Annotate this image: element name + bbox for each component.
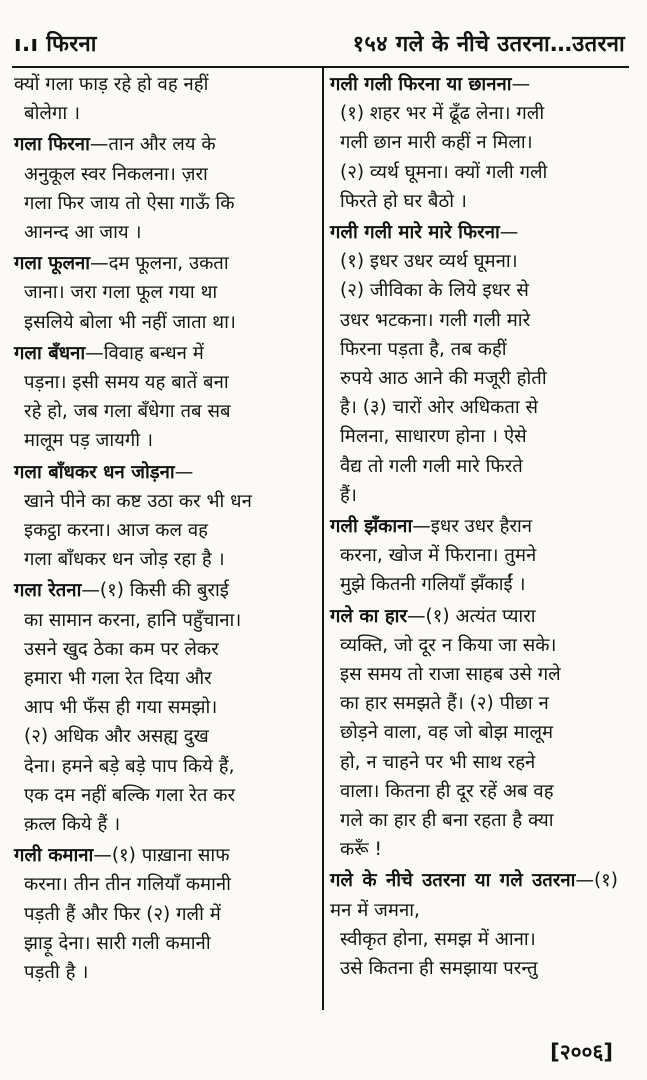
- dictionary-entry: [14, 70, 312, 128]
- entry-line: [330, 99, 618, 128]
- entry-headword: गला फूलना: [14, 253, 91, 275]
- entry-line: [330, 187, 618, 216]
- entry-line: [14, 810, 312, 839]
- header-rule: [12, 66, 629, 68]
- dictionary-entry: [14, 249, 312, 337]
- dictionary-entry: [14, 339, 312, 456]
- entry-line: [14, 487, 312, 516]
- dictionary-entry: [330, 218, 618, 510]
- entry-line: [330, 70, 618, 99]
- entry-text: इकट्ठा करना। आज कल वह: [24, 520, 208, 542]
- entry-line: [330, 218, 618, 247]
- entry-text: —: [174, 461, 194, 483]
- entry-text: गला फिर जाय तो ऐसा गाऊँ कि: [24, 192, 235, 214]
- entry-text: आप भी फँस ही गया समझो।: [24, 697, 218, 719]
- entry-text: इसलिये बोला भी नहीं जाता था।: [24, 311, 236, 333]
- entry-text: (२) व्यर्थ घूमना। क्यों गली गली: [340, 161, 548, 183]
- dictionary-entry: [14, 576, 312, 839]
- entry-line: [330, 570, 618, 599]
- entry-line: [330, 512, 618, 541]
- entry-line: [14, 339, 312, 368]
- entry-text: बोलेगा ।: [24, 103, 80, 125]
- entry-line: [330, 393, 618, 422]
- entry-text: गली छान मारी कहीं न मिला।: [340, 132, 533, 154]
- entry-text: क्यों गला फाड़ रहे हो वह नहीं: [14, 74, 209, 95]
- entry-line: [330, 128, 618, 157]
- entry-line: [330, 835, 618, 864]
- entry-line: [330, 748, 618, 777]
- entry-text: का हार समझते हैं। (२) पीछा न: [340, 693, 549, 715]
- entry-line: [330, 481, 618, 510]
- entry-line: [14, 397, 312, 426]
- entry-text: गला बाँधकर धन जोड़ रहा है ।: [24, 549, 225, 571]
- entry-text: एक दम नहीं बल्कि गला रेत कर: [24, 784, 236, 806]
- entry-line: [14, 693, 312, 722]
- entry-line: [14, 929, 312, 958]
- entry-text: उसे कितना ही समझाया परन्तु: [340, 958, 538, 980]
- entry-headword: गली कमाना: [14, 845, 94, 867]
- dictionary-entry: [330, 602, 618, 865]
- entry-text: मुझे कितनी गलियाँ झँकाईं ।: [340, 574, 526, 596]
- entry-line: [330, 954, 618, 983]
- entry-text: —विवाह बन्धन में: [85, 342, 204, 364]
- entry-line: [330, 689, 618, 718]
- entry-text: मालूम पड़ जायगी ।: [24, 430, 153, 452]
- entry-line: [330, 422, 618, 451]
- entry-line: [14, 189, 312, 218]
- entry-text: जाना। जरा गला फूल गया था: [24, 282, 218, 304]
- entry-text: व्यक्ति, जो दूर न किया जा सके।: [340, 634, 557, 656]
- entry-line: [14, 900, 312, 929]
- entry-line: [14, 545, 312, 574]
- entry-line: [330, 541, 618, 570]
- entry-text: —(१) अत्यंत प्यारा: [407, 605, 536, 627]
- entry-headword: गला बँधना: [14, 342, 86, 364]
- entry-text: —(१) किसी की बुराई: [81, 580, 229, 602]
- entry-line: [14, 958, 312, 987]
- entry-line: [330, 158, 618, 187]
- entry-text: —इधर उधर हैरान: [412, 516, 533, 538]
- entry-text: करूँ !: [340, 839, 382, 861]
- entry-line: [14, 368, 312, 397]
- entry-text: खाने पीने का कष्ट उठा कर भी धन: [24, 490, 252, 512]
- entry-text: हैं।: [340, 484, 357, 506]
- entry-text: क़त्ल किये हैं ।: [24, 814, 121, 836]
- entry-text: झाड़ू देना। सारी गली कमानी: [24, 932, 211, 954]
- entry-text: आनन्द आ जाय ।: [24, 222, 142, 244]
- entry-line: [14, 664, 312, 693]
- entry-text: फिरना पड़ता है, तब कहीं: [340, 338, 507, 360]
- entry-headword: गली गली फिरना या छानना: [330, 74, 512, 95]
- entry-line: [14, 99, 312, 128]
- column-divider: [322, 68, 324, 1010]
- entry-text: —: [499, 222, 519, 244]
- entry-line: [330, 276, 618, 305]
- entry-text: मिलना, साधारण होना । ऐसे: [340, 426, 527, 448]
- entry-line: [14, 841, 312, 870]
- entry-line: [14, 426, 312, 455]
- entry-line: [330, 631, 618, 660]
- entry-text: अनुकूल स्वर निकलना। ज़रा: [24, 163, 208, 185]
- entry-line: [14, 308, 312, 337]
- entry-text: —(१) मन में जमना,: [330, 870, 618, 921]
- entry-headword: गली झँकाना: [330, 516, 413, 538]
- entry-text: —दम फूलना, उकता: [90, 253, 229, 275]
- entry-text: पड़ती है ।: [24, 962, 89, 984]
- entry-line: [330, 718, 618, 747]
- page-header: [14, 26, 625, 60]
- entry-line: [330, 866, 618, 924]
- entry-text: छोड़ने वाला, वह जो बोझ मालूम: [340, 722, 554, 744]
- entry-line: [14, 130, 312, 159]
- entry-line: [14, 218, 312, 247]
- entry-line: [14, 576, 312, 605]
- entry-text: करना। तीन तीन गलियाँ कमानी: [24, 874, 231, 896]
- entry-text: फिरते हो घर बैठो ।: [340, 190, 467, 212]
- entry-text: स्वीकृत होना, समझ में आना।: [340, 928, 536, 950]
- entry-line: [14, 458, 312, 487]
- entry-text: का सामान करना, हानि पहुँचाना।: [24, 609, 242, 631]
- entry-line: [14, 606, 312, 635]
- dictionary-entry: [14, 841, 312, 987]
- entry-line: [14, 781, 312, 810]
- entry-text: रुपये आठ आने की मजूरी होती: [340, 368, 547, 390]
- entry-text: गले का हार ही बना रहता है क्या: [340, 810, 554, 832]
- entry-headword: गला रेतना: [14, 580, 82, 602]
- entry-text: (१) इधर उधर व्यर्थ घूमना।: [340, 251, 518, 273]
- dictionary-entry: [330, 70, 618, 216]
- entry-line: [14, 722, 312, 751]
- entry-text: करना, खोज में फिराना। तुमने: [340, 545, 537, 567]
- entry-text: (१) शहर भर में ढूँढ लेना। गली: [340, 103, 545, 125]
- page-number: [२००६]: [550, 1040, 613, 1064]
- entry-text: पड़ना। इसी समय यह बातें बना: [24, 372, 229, 394]
- right-column: [330, 70, 618, 985]
- entry-line: [330, 306, 618, 335]
- entry-line: [14, 635, 312, 664]
- entry-headword: गले का हार: [330, 605, 408, 627]
- entry-text: इस समय तो राजा साहब उसे गले: [340, 664, 561, 686]
- entry-line: [330, 247, 618, 276]
- dictionary-entry: [330, 866, 618, 983]
- dictionary-entry: [14, 130, 312, 247]
- entry-headword: गला बाँधकर धन जोड़ना: [14, 461, 175, 483]
- entry-text: उसने खुद ठेका कम पर लेकर: [24, 638, 219, 660]
- entry-line: [330, 602, 618, 631]
- entry-line: [330, 925, 618, 954]
- entry-line: [330, 452, 618, 481]
- entry-line: [330, 660, 618, 689]
- entry-text: है। (३) चारों ओर अधिकता से: [340, 397, 539, 419]
- entry-line: [330, 777, 618, 806]
- entry-line: [14, 516, 312, 545]
- entry-line: [330, 335, 618, 364]
- entry-text: —(१) पाख़ाना साफ: [93, 845, 230, 867]
- left-column: [14, 70, 312, 989]
- entry-text: देना। हमने बड़े बड़े पाप किये हैं,: [24, 755, 235, 777]
- dictionary-entry: [14, 458, 312, 575]
- entry-text: —तान और लय के: [89, 134, 216, 156]
- entry-text: (२) जीविका के लिये इधर से: [340, 280, 529, 302]
- entry-headword: गले के नीचे उतरना या गले उतरना: [330, 870, 576, 892]
- header-right: १५४ गले के नीचे उतरना…उतरना: [352, 32, 625, 57]
- entry-text: पड़ती हैं और फिर (२) गली में: [24, 903, 221, 925]
- entry-line: [14, 752, 312, 781]
- entry-line: [14, 249, 312, 278]
- header-left: ı.ı फिरना: [14, 32, 97, 57]
- entry-line: [14, 278, 312, 307]
- entry-text: हमारा भी गला रेत दिया और: [24, 668, 212, 690]
- entry-headword: गली गली मारे मारे फिरना: [330, 222, 500, 244]
- entry-text: रहे हो, जब गला बँधेगा तब सब: [24, 401, 231, 423]
- entry-line: [330, 806, 618, 835]
- entry-text: वाला। कितना ही दूर रहें अब वह: [340, 780, 554, 802]
- entry-line: [14, 870, 312, 899]
- entry-text: (२) अधिक और असह्य दुख: [24, 726, 209, 748]
- entry-text: वैद्य तो गली गली मारे फिरते: [340, 455, 523, 477]
- dictionary-entry: [330, 512, 618, 600]
- entry-headword: गला फिरना: [14, 134, 90, 156]
- entry-line: [330, 364, 618, 393]
- entry-line: [14, 70, 312, 99]
- entry-text: —: [511, 74, 531, 95]
- entry-text: हो, न चाहने पर भी साथ रहने: [340, 751, 536, 773]
- entry-text: उधर भटकना। गली गली मारे: [340, 309, 531, 331]
- entry-line: [14, 160, 312, 189]
